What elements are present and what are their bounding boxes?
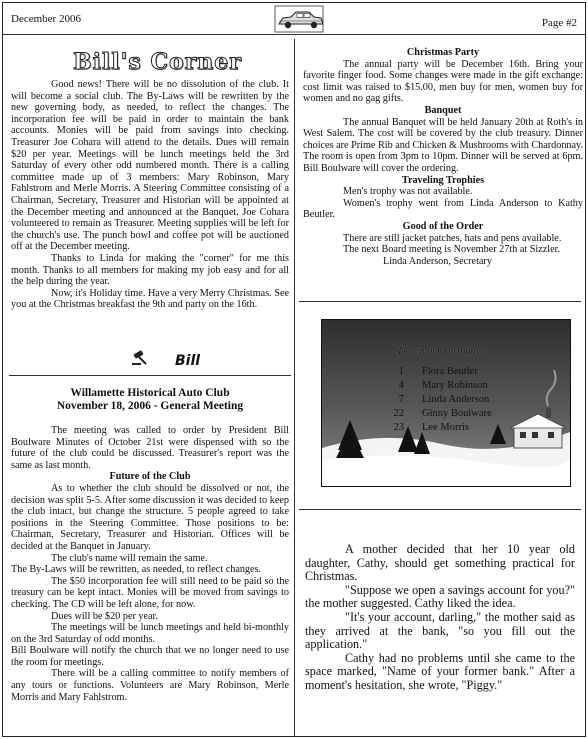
christmas-party-text: The annual party will be December 16th. Bring your favorite finger food. Some changes were made in the gift exchange: cost limit was raised to $15.00, men buy for men, women buy for women and no gag gifts. [303, 58, 583, 105]
header-rule [3, 34, 585, 35]
section-rule [299, 301, 581, 302]
future-paragraph: As to whether the club should be dissolved or not, the decision was split 5-5. After some discussion it was decided to keep the club intact, but change the structure. 5 people agreed to take positions in the Steering Committee. Those positions to be: Chairman, Secretary, Treasurer and Historian. Offices will be decided at the Banquet in January. [11, 482, 289, 552]
birthday-day: 22 [393, 408, 404, 419]
gavel-icon [131, 350, 151, 366]
column-divider [294, 39, 295, 737]
future-paragraph: The $50 incorporation fee will still need to be paid so the treasury can be kept intact. Monies will be moved from savings to checking. The CD will be left alone, for now. [11, 575, 289, 610]
bills-corner-paragraph: Good news! There will be no dissolution of the club. It will become a social club. The By-Laws will be rewritten by the new governing body, as needed, to reflect the changes. The incorporation fee will be paid in order to maintain the bank accounts. Monies will be paid from savings into checking. Treasurer Joe Cohara will attend to the details. Dues will remain $20 per year. Meetings will be lunch meetings held the 3rd Saturday of every other odd numbered month. There is a calling committee made up of 3 members: Mary Robinson, Mary Fahlstrom and Merle Morris. A Steering Committee consisting of a Chairman, Secretary, Treasurer and Historian will be appointed at the December meeting and announced at the Banquet. Joe Cohara volunteered to remain as Treasurer. Meeting supplies will be left for the church's use. The punch bowl and coffee pot will be auctioned off at the December meeting. [11, 79, 289, 253]
future-paragraph: The club's name will remain the same. [51, 552, 208, 564]
header-date: December 2006 [11, 13, 81, 25]
header-page-number: Page #2 [541, 17, 577, 29]
birthday-name: Mary Robinson [422, 380, 488, 391]
section-rule [9, 375, 291, 376]
future-paragraph: The meetings will be lunch meetings and held bi-monthly on the 3rd Saturday of odd months. [11, 622, 289, 645]
newsletter-page [2, 2, 586, 737]
birthday-name: Lee Morris [422, 422, 469, 433]
story-paragraph: Cathy had no problems until she came to the space marked, "Name of your former bank." After a moment's hesitation, she wrote, "Piggy." [305, 650, 575, 692]
trophies-heading: Traveling Trophies [401, 174, 485, 186]
minutes-intro: The meeting was called to order by President Bill Boulware Minutes of October 21st were dispensed with so the future of the club could be discussed. Treasurer's report was the same as last month. [11, 425, 289, 471]
bills-corner-paragraph: Thanks to Linda for making the "corner" for me this month. Thanks to all members for making my job easy and for all the help during the year. [11, 252, 289, 288]
good-of-order-line: There are still jacket patches, hats and pens available. [343, 232, 562, 244]
future-paragraph: There will be a calling committee to notify members of any tours or functions. Volunteers are Mary Robinson, Merle Morris and Mary Fahlstrom. [11, 668, 289, 703]
future-paragraph: Dues will be $20 per year. [51, 610, 158, 622]
bills-corner-title: Bill's Corner [73, 49, 242, 75]
birthday-name: Linda Anderson [422, 394, 490, 405]
piggy-bank-story [305, 543, 575, 693]
trophies-line: Men's trophy was not available. [343, 186, 473, 198]
december-birthdays-card [321, 319, 571, 487]
bills-corner-paragraph: Now, it's Holiday time. Have a very Merry Christmas. See you at the Christmas breakfast the 9th and party on the 16th. [11, 287, 289, 311]
future-paragraph: The By-Laws will be rewritten, as needed, to reflect changes. [11, 564, 262, 576]
minutes-title: Willamette Historical Auto Club [70, 387, 230, 399]
page-header [3, 3, 585, 43]
good-of-order-line: The next Board meeting is November 27th at Sizzler. [343, 244, 560, 256]
secretary-signoff: Linda Anderson, Secretary [383, 255, 492, 267]
trophies-line: Women's trophy went from Linda Anderson to Kathy Beutler. [303, 197, 583, 221]
birthday-day: 1 [398, 366, 404, 377]
birthday-name: Ginny Boulware [422, 408, 492, 419]
section-rule [299, 509, 581, 510]
birthday-day: 4 [398, 380, 404, 391]
bills-corner-signature: Bill [175, 353, 201, 369]
birthdays-title: December Birthdays [398, 346, 485, 357]
christmas-party-heading: Christmas Party [406, 47, 480, 58]
story-paragraph: "It's your account, darling," the mother said as they arrived at the bank, "so you fill out the application." [305, 609, 575, 652]
future-paragraph: Bill Boulware will notify the church that we no longer need to use the room for meetings. [11, 645, 289, 668]
future-heading: Future of the Club [109, 471, 191, 483]
banquet-heading: Banquet [424, 104, 462, 116]
birthday-name: Flora Beutler [422, 366, 478, 377]
classic-car-icon [269, 3, 329, 35]
good-of-order-heading: Good of the Order [402, 220, 484, 232]
birthday-day: 23 [393, 422, 404, 433]
minutes-section [11, 387, 289, 703]
story-paragraph: "Suppose we open a savings account for you?" the mother suggested. Cathy liked the idea. [305, 582, 575, 611]
club-news-section [303, 47, 583, 267]
story-paragraph: A mother decided that her 10 year old daughter, Cathy, should get something practical for Christmas. [305, 542, 575, 584]
birthday-day: 7 [398, 394, 404, 405]
bills-corner-body [11, 79, 289, 311]
minutes-subtitle: November 18, 2006 - General Meeting [56, 400, 244, 412]
banquet-text: The annual Banquet will be held January 20th at Roth's in West Salem. The cost will be covered by the club treasury. Dinner choices are Prime Rib and Chicken & Mushrooms with Chardonnay. The room is open from 3pm to 10pm. Dinner will be served at 6pm. Bill Boulware will cover the ordering. [303, 116, 584, 174]
